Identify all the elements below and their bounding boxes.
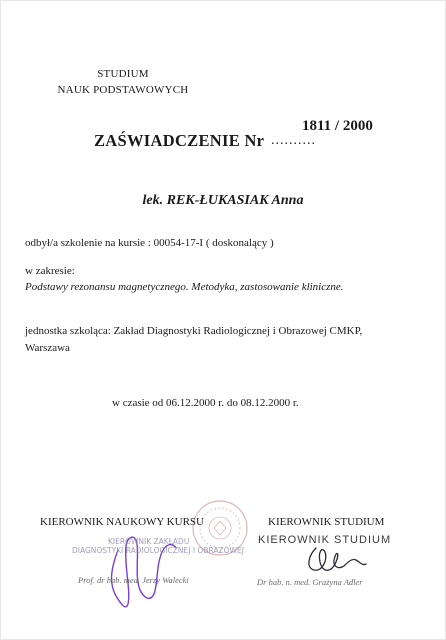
scope-value: Podstawy rezonansu magnetycznego. Metodyka, zastosowanie kliniczne. [25,281,344,293]
issuer-line-1: STUDIUM [97,68,149,80]
issuer-line-2: NAUK PODSTAWOWYCH [57,84,189,96]
right-signatory-name: Dr hab. n. med. Grażyna Adler [257,577,363,587]
course-dates: w czasie od 06.12.2000 r. do 08.12.2000 r. [112,397,299,409]
certificate-title: ZAŚWIADCZENIE Nr [94,131,265,150]
course-line: odbył/a szkolenie na kursie : 00054-17-I ( doskonalący ) [25,237,274,249]
recipient-name: lek. REK-ŁUKASIAK Anna [142,193,304,208]
right-stamp: KIEROWNIK STUDIUM [258,534,392,546]
training-unit-line: jednostka szkoląca: Zakład Diagnostyki Radiologicznej i Obrazowej CMKP, [25,325,363,337]
left-stamp-line-2: DIAGNOSTYKI RADIOLOGICZNEJ I OBRAZOWEJ [72,546,244,555]
left-signatory-name: Prof. dr hab. med. Jerzy Walecki [78,575,189,585]
certificate-number-dots: .......... [271,133,316,148]
left-stamp-line-1: KIEROWNIK ZAKŁADU [108,537,190,546]
scope-label: w zakresie: [25,265,75,277]
training-unit-city: Warszawa [25,342,70,354]
right-signature-icon [309,548,366,570]
right-signatory-title: KIEROWNIK STUDIUM [268,516,385,528]
certificate-number: 1811 / 2000 [302,118,373,134]
left-signatory-title: KIEROWNIK NAUKOWY KURSU [40,516,204,528]
